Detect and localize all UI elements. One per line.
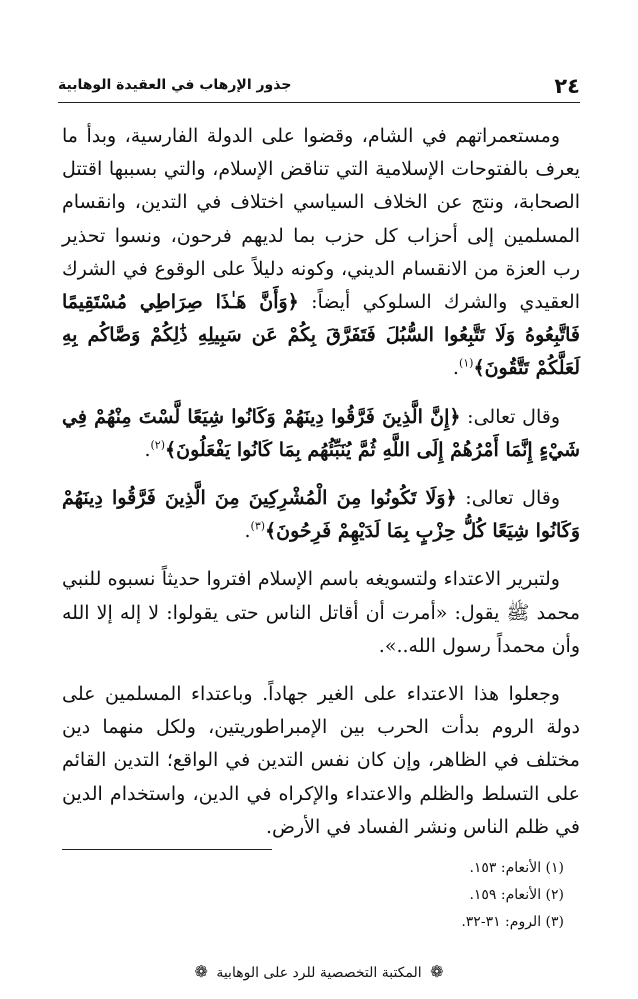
paragraph-text: ومستعمراتهم في الشام، وقضوا على الدولة الفارسية، وبدأ ما يعرف بالفتوحات الإسلامية التي تناقض الإسلام، والتي بسببها اقتتل الصحابة، ونتج عن الخلاف السياسي اختلاف في التدين، وانقسام المسلمين إلى أحزاب كل حزب بما لديهم فرحون، ونسوا تحذير رب العزة من الانقسام الديني، وكونه دليلاً على الوقوع في الشرك العقيدي والشرك السلوكي أيضاً: — [62, 125, 580, 314]
quran-verse: ﴿إِنَّ الَّذِينَ فَرَّقُوا دِينَهُمْ وَكَانُوا شِيَعًا لَّسْتَ مِنْهُمْ فِي شَيْءٍ إِنَّمَا أَمْرُهُمْ إِلَى اللَّهِ ثُمَّ يُنَبِّئُهُم بِمَا كَانُوا يَفْعَلُونَ﴾ — [62, 405, 580, 461]
paragraph-text: . — [452, 357, 459, 380]
footer-ornament-right: ❁ — [430, 962, 444, 981]
paragraph — [62, 120, 580, 386]
footnote-1: (١) الأنعام: ١٥٣. — [469, 860, 564, 876]
quran-verse: ﴿وَأَنَّ هَـٰذَا صِرَاطِي مُسْتَقِيمًا فَاتَّبِعُوهُ وَلَا تَتَّبِعُوا السُّبُلَ فَتَفَرَّقَ بِكُمْ عَن سَبِيلِهِ ذَٰلِكُمْ وَصَّاكُم بِهِ لَعَلَّكُمْ تَتَّقُونَ﴾ — [62, 291, 580, 380]
header-rule — [58, 102, 580, 103]
footnote-ref: (٣) — [250, 519, 266, 533]
paragraph — [62, 563, 580, 663]
quran-verse: ﴿وَلَا تَكُونُوا مِنَ الْمُشْرِكِينَ مِنَ الَّذِينَ فَرَّقُوا دِينَهُمْ وَكَانُوا شِيَعًا كُلُّ حِزْبٍ بِمَا لَدَيْهِمْ فَرِحُونَ﴾ — [62, 487, 580, 543]
footnote-rule — [62, 849, 272, 850]
body-text — [62, 120, 580, 852]
paragraph-text: وجعلوا هذا الاعتداء على الغير جهاداً. وباعتداء المسلمين على دولة الروم بدأت الحرب بين الإمبراطوريتين، ولكل منهما دين مختلف في الظاهر، وإن كان نفس التدين في الواقع؛ التدين القائم على التسلط والظلم والاعتداء والإكراه في الدين، واستخدام الدين في ظلم الناس ونشر الفساد في الأرض. — [62, 683, 580, 838]
footnotes — [300, 855, 564, 936]
page-header — [58, 74, 580, 100]
paragraph-text: . — [144, 438, 151, 461]
footnote-3: (٣) الروم: ٣١-٣٢. — [461, 914, 564, 930]
paragraph-text: . — [244, 520, 251, 543]
paragraph — [62, 401, 580, 467]
footnote-ref: (٢) — [150, 438, 166, 452]
paragraph-text: وقال تعالى: — [456, 487, 561, 510]
footer-ornament-left: ❁ — [194, 962, 208, 981]
footnote-2: (٢) الأنعام: ١٥٩. — [469, 887, 564, 903]
footer-text: المكتبة التخصصية للرد على الوهابية — [216, 965, 422, 981]
page-number: ٢٤ — [554, 74, 580, 98]
page-footer — [0, 962, 638, 981]
paragraph-text: وقال تعالى: — [460, 405, 560, 428]
footnote-ref: (١) — [458, 357, 474, 371]
paragraph — [62, 678, 580, 844]
running-title: جذور الإرهاب في العقيدة الوهابية — [58, 77, 292, 93]
paragraph-text: ولتبرير الاعتداء ولتسويغه باسم الإسلام افتروا حديثاً نسبوه للنبي محمد ﷺ يقول: «أمرت أن أقاتل الناس حتى يقولوا: لا إله إلا الله وأن محمداً رسول الله..». — [62, 568, 580, 657]
paragraph — [62, 482, 580, 548]
